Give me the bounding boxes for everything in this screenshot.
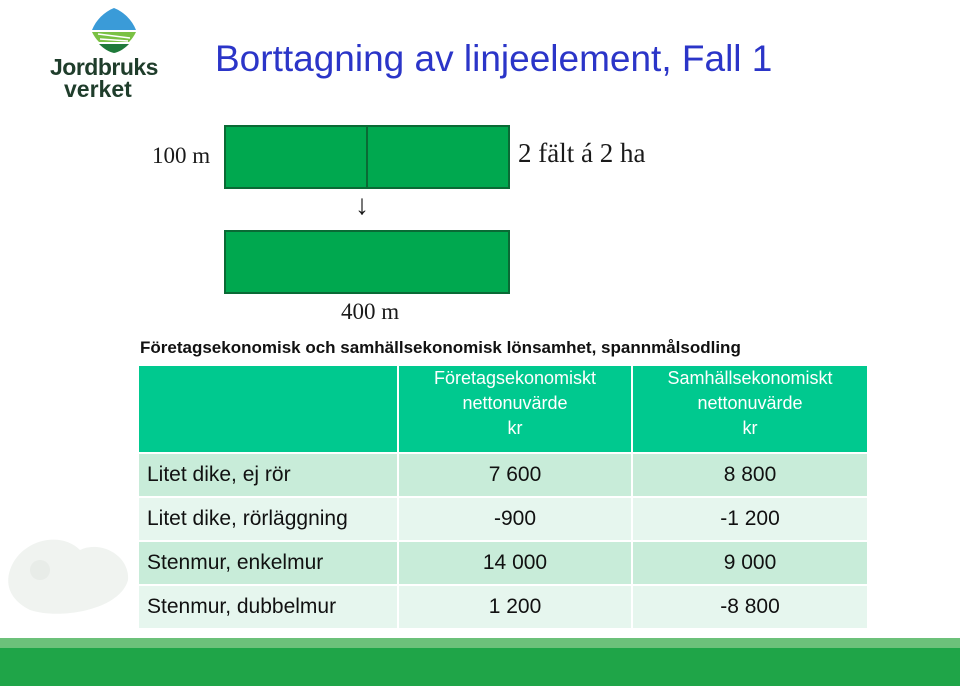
- row-label: Stenmur, dubbelmur: [138, 585, 398, 629]
- height-label: 100 m: [152, 143, 211, 168]
- row-company-value: 7 600: [398, 453, 632, 497]
- header-societal-npv: [632, 365, 868, 453]
- header-company-npv: [398, 365, 632, 453]
- row-societal-value: 9 000: [632, 541, 868, 585]
- header-col3-line1: Samhällsekonomiskt: [667, 368, 833, 388]
- row-label: Stenmur, enkelmur: [138, 541, 398, 585]
- row-label: Litet dike, ej rör: [138, 453, 398, 497]
- logo-line2: verket: [64, 76, 132, 102]
- logo-emblem-icon: [84, 4, 144, 54]
- header-col2-line3: kr: [507, 418, 523, 438]
- table-row: [138, 453, 868, 497]
- header-col2-line1: Företagsekonomiskt: [433, 368, 597, 388]
- width-label: 400 m: [341, 299, 400, 324]
- header-empty: [138, 365, 398, 453]
- header-col3-line3: kr: [742, 418, 758, 438]
- field-right: [366, 125, 510, 189]
- row-societal-value: -8 800: [632, 585, 868, 629]
- row-societal-value: -1 200: [632, 497, 868, 541]
- header-col2-line2: nettonuvärde: [462, 393, 568, 413]
- table-row: [138, 541, 868, 585]
- row-company-value: 14 000: [398, 541, 632, 585]
- row-company-value: 1 200: [398, 585, 632, 629]
- row-company-value: -900: [398, 497, 632, 541]
- jordbruksverket-logo: [50, 4, 180, 104]
- profitability-table: [137, 364, 869, 630]
- down-arrow-icon: ↓: [355, 190, 369, 221]
- table-header-row: [138, 365, 868, 453]
- row-label: Litet dike, rörläggning: [138, 497, 398, 541]
- field-left: [224, 125, 368, 189]
- background-illustration: [0, 500, 150, 630]
- logo-wordmark: [50, 56, 158, 100]
- fields-label: 2 fält á 2 ha: [518, 138, 646, 168]
- header-col3-line2: nettonuvärde: [697, 393, 803, 413]
- merged-field: [224, 230, 510, 294]
- section-heading: Företagsekonomisk och samhällsekonomisk lönsamhet, spannmålsodling: [140, 338, 741, 357]
- logo-line1: Jordbruks: [50, 54, 158, 80]
- row-societal-value: 8 800: [632, 453, 868, 497]
- table-row: [138, 585, 868, 629]
- table-row: [138, 497, 868, 541]
- slide-title: Borttagning av linjeelement, Fall 1: [215, 38, 773, 79]
- bottom-decorative-band: [0, 638, 960, 686]
